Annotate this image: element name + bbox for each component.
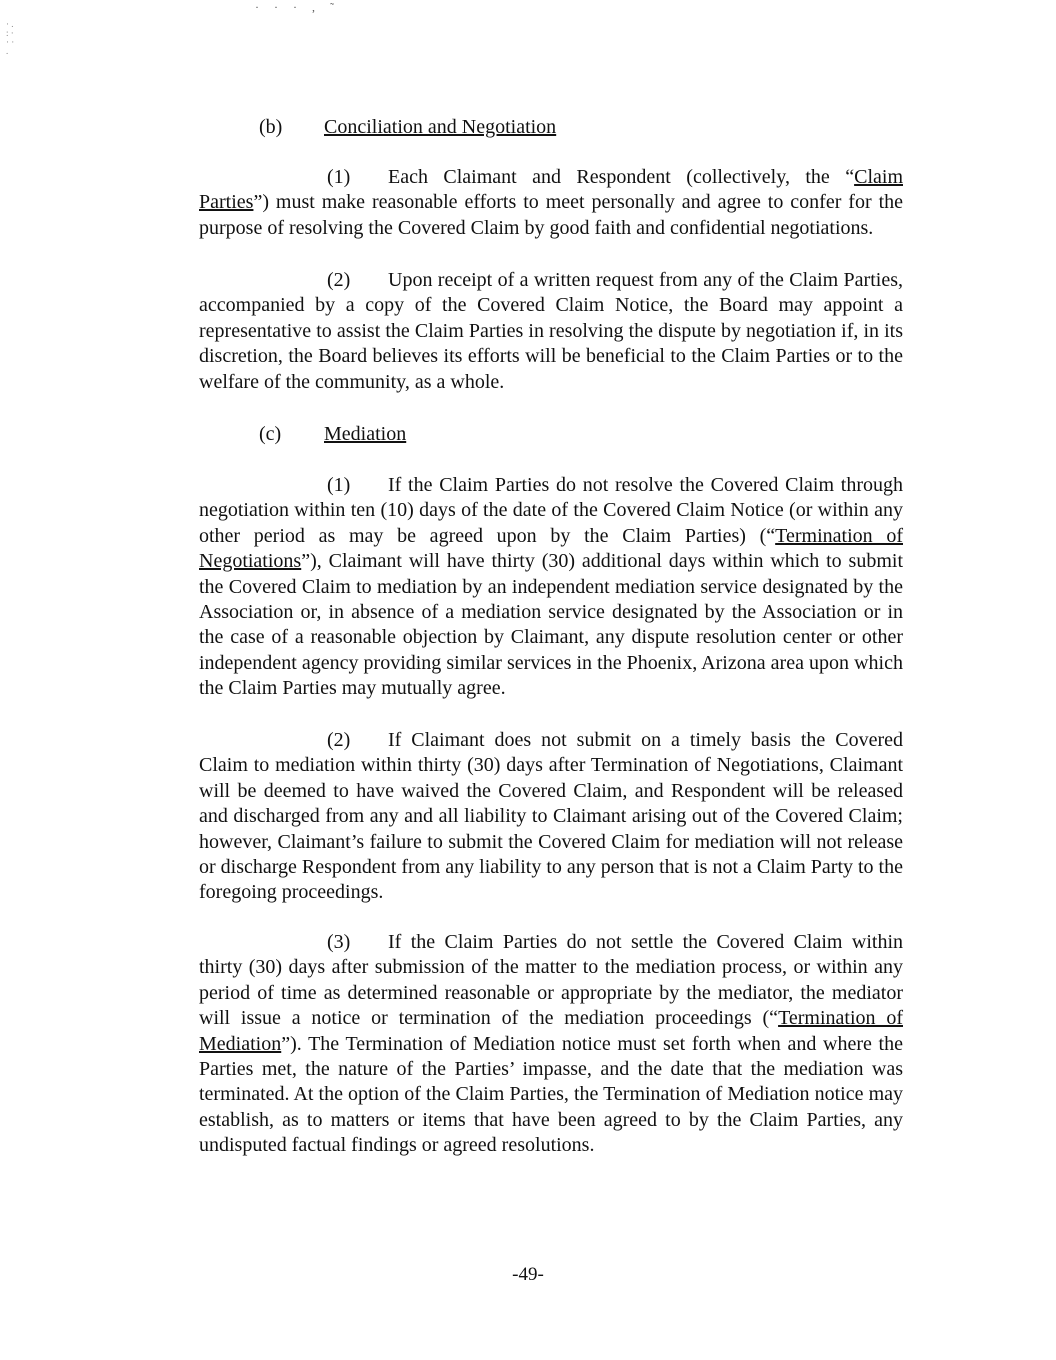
paragraph-text: Upon receipt of a written request from any of the Claim Parties, accompanied by a copy of the Covered Claim Notice, the Board may appoint a representative to assist the Claim Parties in resolving the dispute by negotiation if, in its discretion, the Board believes its efforts will be beneficial to the Claim Parties or to the welfare of the community, as a whole.	[199, 269, 903, 393]
defined-term: Termination of Negotiations	[199, 524, 903, 573]
paragraph-c3	[199, 930, 903, 1159]
paragraph-text: ”). The Termination of Mediation notice must set forth when and where the Parties met, the nature of the Parties’ impasse, and the date that the mediation was terminated. At the option of the Claim Parties, the Termination of Mediation notice may establish, as to matters or items that have been agreed to by the Claim Parties, any undisputed factual findings or agreed resolutions.	[199, 1032, 903, 1157]
paragraph-number: (2)	[327, 269, 351, 291]
section-title: Conciliation and Negotiation	[324, 116, 557, 138]
paragraph-number: (2)	[327, 729, 351, 751]
section-title: Mediation	[324, 423, 407, 445]
paragraph-c1	[199, 473, 903, 702]
scan-artifact: · . : · · · .	[6, 19, 15, 56]
paragraph-number: (1)	[327, 474, 351, 496]
paragraph-number: (3)	[327, 931, 351, 953]
page-number: -49-	[512, 1264, 544, 1285]
paragraph-text: If Claimant does not submit on a timely basis the Covered Claim to mediation within thirty (30) days after Termination of Negotiations, Claimant will be deemed to have waived the Covered Claim, and Respondent will be released and discharged from any and all liability to Claimant arising out of the Covered Claim; however, Claimant’s failure to submit the Covered Claim for mediation will not release or discharge Respondent from any liability to any person that is not a Claim Party to the foregoing proceedings.	[199, 729, 903, 904]
paragraph-b1	[199, 165, 903, 241]
paragraph-text: If the Claim Parties do not settle the Covered Claim within thirty (30) days after submission of the matter to the mediation process, or within any period of time as determined reasonable or appropriate by the mediator, the mediator will issue a notice or termination of the mediation proceedings (“	[199, 931, 903, 1030]
paragraph-number: (1)	[327, 166, 351, 188]
paragraph-c2	[199, 728, 903, 906]
paragraph-text: If the Claim Parties do not resolve the Covered Claim through negotiation within ten (10) days of the date of the Covered Claim Notice (or within any other period as may be agreed upon by the Claim Parties) (“	[199, 474, 903, 547]
scan-artifact: · · · , ˜	[255, 0, 340, 14]
paragraph-text: ”) must make reasonable efforts to meet personally and agree to confer for the purpose of resolving the Covered Claim by good faith and confidential negotiations.	[199, 191, 903, 239]
defined-term: Termination of Mediation	[199, 1007, 903, 1055]
paragraph-text: Each Claimant and Respondent (collectively, the “	[388, 166, 855, 188]
paragraph-text: ”), Claimant will have thirty (30) additional days within which to submit the Covered Claim to mediation by an independent mediation service designated by the Association or, in absence of a mediation service designated by the Association or in the case of a reasonable objection by Claimant, any dispute resolution center or other independent agency providing similar services in the Phoenix, Arizona area upon which the Claim Parties may mutually agree.	[199, 550, 903, 700]
paragraph-b2	[199, 268, 903, 395]
section-number: (b)	[259, 116, 283, 138]
defined-term: Claim Parties	[199, 166, 903, 214]
section-number: (c)	[259, 423, 282, 445]
